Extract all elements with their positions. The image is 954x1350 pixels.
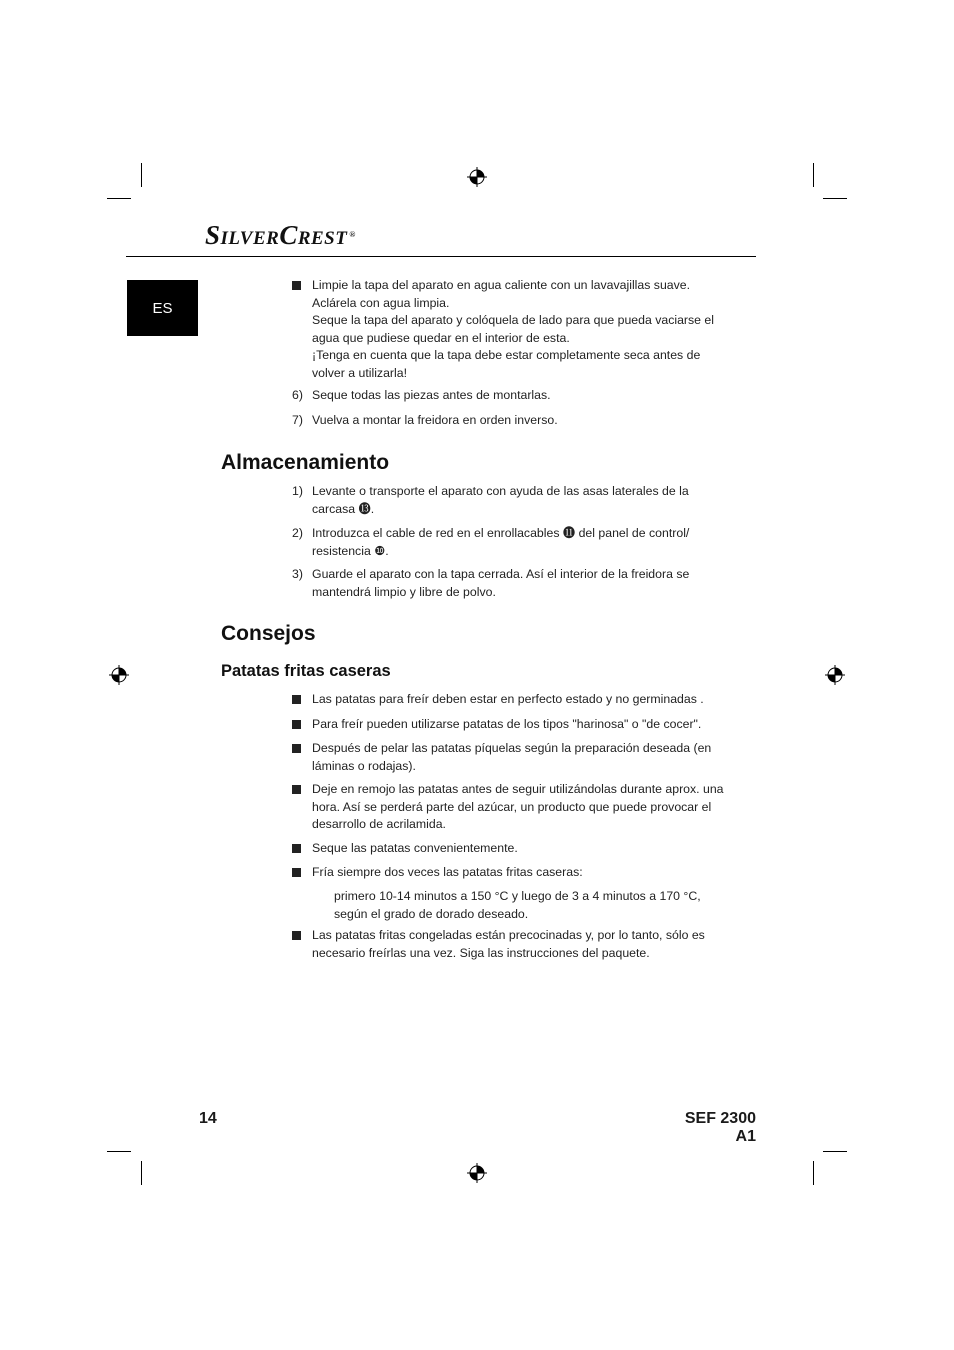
step-number: 2) — [292, 526, 303, 540]
crop-mark — [141, 163, 142, 187]
text-line: resistencia ❿. — [312, 543, 389, 558]
frying-note — [334, 888, 734, 923]
header-rule — [126, 256, 756, 257]
bullet-square-icon — [292, 844, 301, 853]
page-number: 14 — [199, 1110, 217, 1127]
text-line: Después de pelar las patatas píquelas según la preparación deseada (en — [312, 741, 712, 755]
numbered-step — [292, 566, 732, 601]
step-text: Seque todas las piezas antes de montarlas. — [312, 388, 551, 402]
bullet-square-icon — [292, 785, 301, 794]
crop-mark — [813, 1161, 814, 1185]
text-line: agua que pudiese quedar en el interior de esta. — [312, 330, 570, 345]
text-line: Aclárela con agua limpia. — [312, 295, 450, 310]
list-item — [292, 740, 732, 775]
section-heading: Consejos — [221, 622, 316, 645]
crop-mark — [107, 198, 131, 199]
crop-mark — [823, 198, 847, 199]
numbered-step — [292, 412, 732, 430]
text-line: según el grado de dorado deseado. — [334, 906, 529, 921]
text-line: Las patatas para freír deben estar en perfecto estado y no germinadas . — [312, 692, 704, 706]
model-number: SEF 2300 A1 — [684, 1110, 756, 1145]
text-line: primero 10-14 minutos a 150 °C y luego de 3 a 4 minutos a 170 °C, — [334, 889, 701, 903]
text-line: Seque la tapa del aparato y colóquela de lado para que pueda vaciarse el — [312, 313, 714, 327]
registration-mark-icon — [109, 665, 129, 685]
text-line: mantendrá limpio y libre de polvo. — [312, 584, 496, 599]
step-text: Vuelva a montar la freidora en orden inverso. — [312, 413, 558, 427]
brand-logo-text: SilverCrest — [205, 220, 348, 250]
numbered-step — [292, 483, 732, 518]
list-item — [292, 691, 732, 709]
text-line: Introduzca el cable de red en el enrollacables ⓫ del panel de control/ — [312, 526, 690, 540]
text-line: Las patatas fritas congeladas están precocinadas y, por lo tanto, sólo es — [312, 928, 705, 942]
text-line: Fría siempre dos veces las patatas fritas caseras: — [312, 865, 583, 879]
language-tab — [127, 280, 198, 336]
list-item — [292, 864, 732, 882]
step-number: 7) — [292, 413, 303, 427]
list-item — [292, 781, 732, 834]
section-heading: Almacenamiento — [221, 451, 390, 474]
text-line: hora. Así se perderá parte del azúcar, un producto que puede provocar el — [312, 799, 712, 814]
registration-mark-icon — [825, 665, 845, 685]
text-line: Limpie la tapa del aparato en agua caliente con un lavavajillas suave. — [312, 278, 691, 292]
crop-mark — [107, 1151, 131, 1152]
subsection-heading: Patatas fritas caseras — [221, 662, 391, 680]
step-number: 3) — [292, 567, 303, 581]
bullet-square-icon — [292, 744, 301, 753]
brand-logo — [205, 220, 356, 250]
list-item — [292, 927, 732, 962]
text-line: Guarde el aparato con la tapa cerrada. Así el interior de la freidora se — [312, 567, 690, 581]
language-tab-label: ES — [152, 299, 173, 317]
step-number: 6) — [292, 388, 303, 402]
list-item — [292, 277, 732, 382]
text-line: necesario freírlas una vez. Siga las instrucciones del paquete. — [312, 945, 650, 960]
registration-mark-icon — [467, 167, 487, 187]
numbered-step — [292, 387, 732, 405]
text-line: láminas o rodajas). — [312, 758, 416, 773]
text-line: Levante o transporte el aparato con ayuda de las asas laterales de la — [312, 484, 689, 498]
list-item — [292, 840, 732, 858]
crop-mark — [141, 1161, 142, 1185]
text-line: desarrollo de acrilamida. — [312, 817, 446, 831]
crop-mark — [823, 1151, 847, 1152]
step-number: 1) — [292, 484, 303, 498]
text-line: ¡Tenga en cuenta que la tapa debe estar completamente seca antes de — [312, 348, 701, 362]
text-line: volver a utilizarla! — [312, 365, 407, 380]
list-item — [292, 716, 732, 734]
text-line: Deje en remojo las patatas antes de seguir utilizándolas durante aprox. una — [312, 782, 724, 796]
registration-mark-icon — [467, 1163, 487, 1183]
bullet-square-icon — [292, 695, 301, 704]
registered-mark: ® — [349, 230, 356, 239]
numbered-step — [292, 525, 732, 560]
text-line: Para freír pueden utilizarse patatas de los tipos "harinosa" o "de cocer". — [312, 717, 702, 731]
bullet-square-icon — [292, 931, 301, 940]
text-line: carcasa ⓭. — [312, 501, 375, 516]
text-line: Seque las patatas convenientemente. — [312, 841, 518, 855]
crop-mark — [813, 163, 814, 187]
bullet-square-icon — [292, 720, 301, 729]
bullet-square-icon — [292, 281, 301, 290]
bullet-square-icon — [292, 868, 301, 877]
